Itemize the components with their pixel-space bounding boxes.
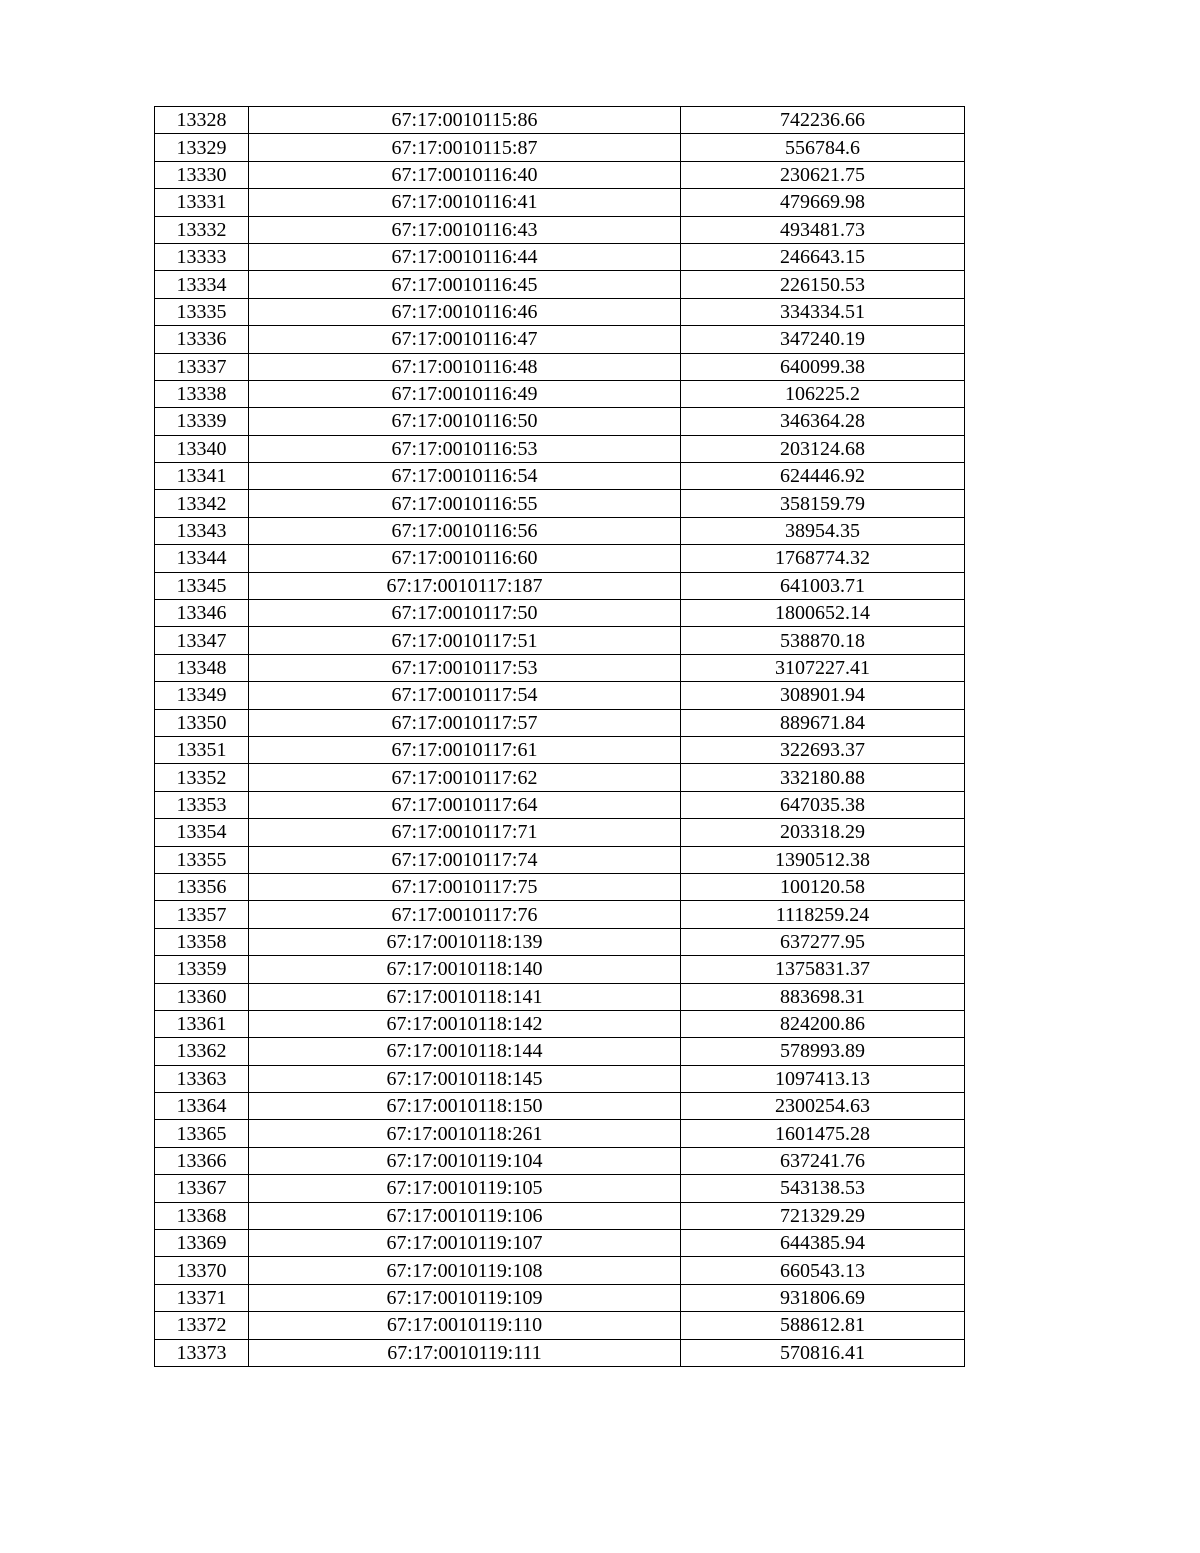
- cadastral-number-cell: 67:17:0010118:139: [249, 928, 681, 955]
- row-number-cell: 13357: [155, 901, 249, 928]
- table-row: [155, 654, 965, 681]
- row-number-cell: 13366: [155, 1147, 249, 1174]
- table-row: [155, 1284, 965, 1311]
- cadastral-number-cell: 67:17:0010117:54: [249, 682, 681, 709]
- row-number-cell: 13343: [155, 517, 249, 544]
- table-row: [155, 380, 965, 407]
- row-number-cell: 13329: [155, 134, 249, 161]
- row-number-cell: 13372: [155, 1312, 249, 1339]
- value-cell: 660543.13: [681, 1257, 965, 1284]
- cadastral-number-cell: 67:17:0010116:48: [249, 353, 681, 380]
- cadastral-number-cell: 67:17:0010116:49: [249, 380, 681, 407]
- cadastral-number-cell: 67:17:0010117:76: [249, 901, 681, 928]
- row-number-cell: 13362: [155, 1038, 249, 1065]
- row-number-cell: 13351: [155, 736, 249, 763]
- value-cell: 230621.75: [681, 161, 965, 188]
- value-cell: 637241.76: [681, 1147, 965, 1174]
- cadastral-number-cell: 67:17:0010116:50: [249, 408, 681, 435]
- row-number-cell: 13368: [155, 1202, 249, 1229]
- value-cell: 334334.51: [681, 298, 965, 325]
- table-row: [155, 1257, 965, 1284]
- row-number-cell: 13364: [155, 1093, 249, 1120]
- value-cell: 742236.66: [681, 107, 965, 134]
- row-number-cell: 13335: [155, 298, 249, 325]
- table-row: [155, 271, 965, 298]
- cadastral-number-cell: 67:17:0010118:261: [249, 1120, 681, 1147]
- table-row: [155, 134, 965, 161]
- cadastral-number-cell: 67:17:0010118:150: [249, 1093, 681, 1120]
- row-number-cell: 13355: [155, 846, 249, 873]
- cadastral-number-cell: 67:17:0010117:50: [249, 600, 681, 627]
- row-number-cell: 13347: [155, 627, 249, 654]
- table-row: [155, 1065, 965, 1092]
- row-number-cell: 13346: [155, 600, 249, 627]
- table-row: [155, 1147, 965, 1174]
- table-row: [155, 873, 965, 900]
- cadastral-number-cell: 67:17:0010117:64: [249, 791, 681, 818]
- table-row: [155, 353, 965, 380]
- value-cell: 2300254.63: [681, 1093, 965, 1120]
- cadastral-number-cell: 67:17:0010117:57: [249, 709, 681, 736]
- cadastral-number-cell: 67:17:0010117:187: [249, 572, 681, 599]
- cadastral-number-cell: 67:17:0010119:108: [249, 1257, 681, 1284]
- row-number-cell: 13345: [155, 572, 249, 599]
- cadastral-number-cell: 67:17:0010119:110: [249, 1312, 681, 1339]
- row-number-cell: 13373: [155, 1339, 249, 1366]
- table-row: [155, 1038, 965, 1065]
- value-cell: 1768774.32: [681, 545, 965, 572]
- row-number-cell: 13349: [155, 682, 249, 709]
- table-row: [155, 901, 965, 928]
- cadastral-number-cell: 67:17:0010117:75: [249, 873, 681, 900]
- row-number-cell: 13339: [155, 408, 249, 435]
- row-number-cell: 13370: [155, 1257, 249, 1284]
- value-cell: 346364.28: [681, 408, 965, 435]
- value-cell: 308901.94: [681, 682, 965, 709]
- row-number-cell: 13337: [155, 353, 249, 380]
- table-row: [155, 736, 965, 763]
- row-number-cell: 13365: [155, 1120, 249, 1147]
- cadastral-number-cell: 67:17:0010115:87: [249, 134, 681, 161]
- row-number-cell: 13356: [155, 873, 249, 900]
- value-cell: 100120.58: [681, 873, 965, 900]
- value-cell: 322693.37: [681, 736, 965, 763]
- value-cell: 647035.38: [681, 791, 965, 818]
- cadastral-number-cell: 67:17:0010116:56: [249, 517, 681, 544]
- value-cell: 624446.92: [681, 463, 965, 490]
- table-row: [155, 983, 965, 1010]
- value-cell: 246643.15: [681, 243, 965, 270]
- value-cell: 347240.19: [681, 326, 965, 353]
- cadastral-number-cell: 67:17:0010116:53: [249, 435, 681, 462]
- row-number-cell: 13340: [155, 435, 249, 462]
- table-row: [155, 928, 965, 955]
- cadastral-number-cell: 67:17:0010115:86: [249, 107, 681, 134]
- row-number-cell: 13328: [155, 107, 249, 134]
- table-row: [155, 216, 965, 243]
- cadastral-number-cell: 67:17:0010116:46: [249, 298, 681, 325]
- row-number-cell: 13336: [155, 326, 249, 353]
- table-row: [155, 298, 965, 325]
- row-number-cell: 13359: [155, 956, 249, 983]
- table-row: [155, 627, 965, 654]
- row-number-cell: 13331: [155, 189, 249, 216]
- row-number-cell: 13333: [155, 243, 249, 270]
- row-number-cell: 13363: [155, 1065, 249, 1092]
- row-number-cell: 13361: [155, 1010, 249, 1037]
- value-cell: 358159.79: [681, 490, 965, 517]
- value-cell: 543138.53: [681, 1175, 965, 1202]
- value-cell: 332180.88: [681, 764, 965, 791]
- value-cell: 203318.29: [681, 819, 965, 846]
- cadastral-number-cell: 67:17:0010119:105: [249, 1175, 681, 1202]
- table-row: [155, 682, 965, 709]
- value-cell: 1375831.37: [681, 956, 965, 983]
- value-cell: 641003.71: [681, 572, 965, 599]
- value-cell: 556784.6: [681, 134, 965, 161]
- value-cell: 588612.81: [681, 1312, 965, 1339]
- value-cell: 578993.89: [681, 1038, 965, 1065]
- row-number-cell: 13358: [155, 928, 249, 955]
- value-cell: 570816.41: [681, 1339, 965, 1366]
- table-row: [155, 791, 965, 818]
- table-row: [155, 819, 965, 846]
- value-cell: 3107227.41: [681, 654, 965, 681]
- value-cell: 1800652.14: [681, 600, 965, 627]
- cadastral-value-table: [154, 106, 965, 1367]
- cadastral-number-cell: 67:17:0010118:142: [249, 1010, 681, 1037]
- cadastral-number-cell: 67:17:0010118:140: [249, 956, 681, 983]
- row-number-cell: 13344: [155, 545, 249, 572]
- value-cell: 493481.73: [681, 216, 965, 243]
- cadastral-number-cell: 67:17:0010117:53: [249, 654, 681, 681]
- row-number-cell: 13353: [155, 791, 249, 818]
- cadastral-number-cell: 67:17:0010119:111: [249, 1339, 681, 1366]
- row-number-cell: 13367: [155, 1175, 249, 1202]
- cadastral-number-cell: 67:17:0010117:71: [249, 819, 681, 846]
- table-row: [155, 572, 965, 599]
- table-row: [155, 846, 965, 873]
- table-row: [155, 1010, 965, 1037]
- cadastral-number-cell: 67:17:0010119:109: [249, 1284, 681, 1311]
- cadastral-number-cell: 67:17:0010116:54: [249, 463, 681, 490]
- row-number-cell: 13371: [155, 1284, 249, 1311]
- row-number-cell: 13350: [155, 709, 249, 736]
- value-cell: 640099.38: [681, 353, 965, 380]
- table-row: [155, 107, 965, 134]
- cadastral-number-cell: 67:17:0010116:41: [249, 189, 681, 216]
- cadastral-number-cell: 67:17:0010119:104: [249, 1147, 681, 1174]
- table-row: [155, 463, 965, 490]
- cadastral-number-cell: 67:17:0010117:51: [249, 627, 681, 654]
- table-row: [155, 1312, 965, 1339]
- table-row: [155, 189, 965, 216]
- table-row: [155, 490, 965, 517]
- value-cell: 1390512.38: [681, 846, 965, 873]
- value-cell: 824200.86: [681, 1010, 965, 1037]
- cadastral-number-cell: 67:17:0010117:61: [249, 736, 681, 763]
- table-row: [155, 1175, 965, 1202]
- row-number-cell: 13348: [155, 654, 249, 681]
- table-row: [155, 545, 965, 572]
- table-row: [155, 161, 965, 188]
- value-cell: 1601475.28: [681, 1120, 965, 1147]
- value-cell: 106225.2: [681, 380, 965, 407]
- cadastral-number-cell: 67:17:0010117:62: [249, 764, 681, 791]
- cadastral-number-cell: 67:17:0010116:47: [249, 326, 681, 353]
- row-number-cell: 13342: [155, 490, 249, 517]
- value-cell: 721329.29: [681, 1202, 965, 1229]
- table-row: [155, 243, 965, 270]
- value-cell: 644385.94: [681, 1230, 965, 1257]
- table-row: [155, 1202, 965, 1229]
- cadastral-number-cell: 67:17:0010116:40: [249, 161, 681, 188]
- cadastral-number-cell: 67:17:0010119:107: [249, 1230, 681, 1257]
- table-row: [155, 517, 965, 544]
- cadastral-number-cell: 67:17:0010116:44: [249, 243, 681, 270]
- row-number-cell: 13360: [155, 983, 249, 1010]
- row-number-cell: 13332: [155, 216, 249, 243]
- cadastral-number-cell: 67:17:0010116:45: [249, 271, 681, 298]
- cadastral-number-cell: 67:17:0010118:145: [249, 1065, 681, 1092]
- row-number-cell: 13369: [155, 1230, 249, 1257]
- cadastral-number-cell: 67:17:0010118:141: [249, 983, 681, 1010]
- table-row: [155, 709, 965, 736]
- table-row: [155, 1120, 965, 1147]
- cadastral-number-cell: 67:17:0010116:55: [249, 490, 681, 517]
- value-cell: 883698.31: [681, 983, 965, 1010]
- cadastral-number-cell: 67:17:0010118:144: [249, 1038, 681, 1065]
- value-cell: 889671.84: [681, 709, 965, 736]
- table-row: [155, 1093, 965, 1120]
- value-cell: 1097413.13: [681, 1065, 965, 1092]
- value-cell: 479669.98: [681, 189, 965, 216]
- value-cell: 931806.69: [681, 1284, 965, 1311]
- row-number-cell: 13341: [155, 463, 249, 490]
- table-row: [155, 956, 965, 983]
- value-cell: 226150.53: [681, 271, 965, 298]
- table-row: [155, 600, 965, 627]
- table-row: [155, 764, 965, 791]
- row-number-cell: 13354: [155, 819, 249, 846]
- table-row: [155, 1230, 965, 1257]
- row-number-cell: 13330: [155, 161, 249, 188]
- table-row: [155, 408, 965, 435]
- row-number-cell: 13338: [155, 380, 249, 407]
- value-cell: 203124.68: [681, 435, 965, 462]
- cadastral-number-cell: 67:17:0010119:106: [249, 1202, 681, 1229]
- value-cell: 637277.95: [681, 928, 965, 955]
- row-number-cell: 13352: [155, 764, 249, 791]
- row-number-cell: 13334: [155, 271, 249, 298]
- cadastral-number-cell: 67:17:0010117:74: [249, 846, 681, 873]
- value-cell: 538870.18: [681, 627, 965, 654]
- table-row: [155, 1339, 965, 1366]
- table-row: [155, 435, 965, 462]
- value-cell: 1118259.24: [681, 901, 965, 928]
- value-cell: 38954.35: [681, 517, 965, 544]
- table-body: [155, 107, 965, 1367]
- cadastral-number-cell: 67:17:0010116:43: [249, 216, 681, 243]
- table-row: [155, 326, 965, 353]
- cadastral-number-cell: 67:17:0010116:60: [249, 545, 681, 572]
